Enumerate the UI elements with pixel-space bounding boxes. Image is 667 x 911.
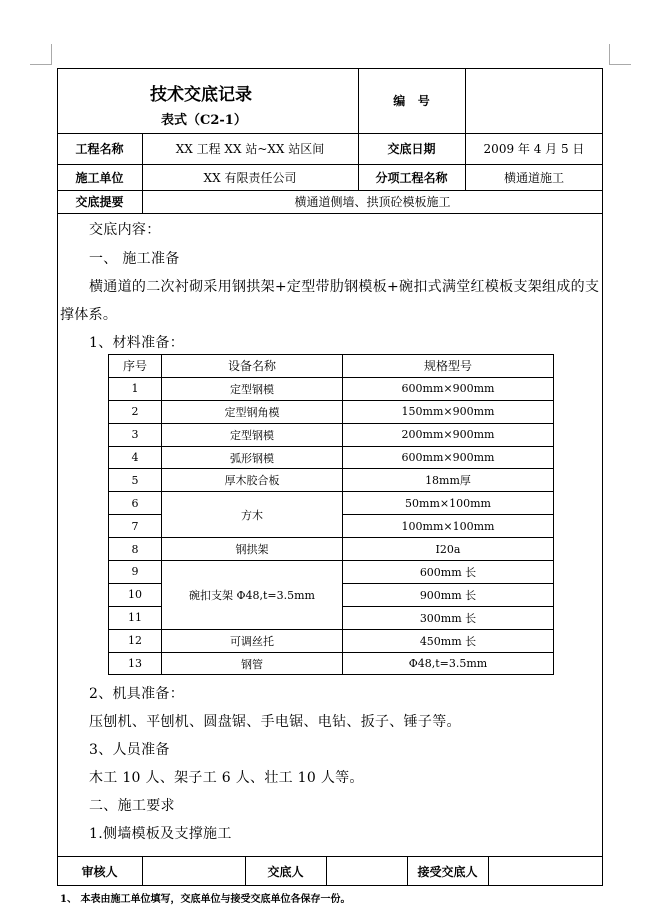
form-code: 表式（C2-1） <box>161 113 247 128</box>
spec: 18mm厚 <box>343 469 554 492</box>
row-number: 5 <box>109 469 162 492</box>
materials-heading: 1、材料准备： <box>89 335 185 351</box>
equipment-name: 可调丝托 <box>162 629 343 652</box>
crop-mark <box>51 44 52 65</box>
table-row <box>109 377 554 400</box>
equipment-name: 钢管 <box>162 652 343 675</box>
column-header: 序号 <box>109 355 162 378</box>
table-row <box>109 400 554 423</box>
table-row <box>109 469 554 492</box>
row-number: 11 <box>109 606 162 629</box>
date-label: 交底日期 <box>387 142 436 156</box>
rule <box>57 213 603 214</box>
receiver-label: 接受交底人 <box>417 864 478 879</box>
personnel-text: 木工 10 人、架子工 6 人、壮工 10 人等。 <box>89 770 364 786</box>
row-number: 1 <box>109 377 162 400</box>
table-row <box>109 629 554 652</box>
summary-value: 横通道侧墙、拱顶砼模板施工 <box>294 195 451 209</box>
spec: Φ48,t=3.5mm <box>343 652 554 675</box>
spec: 200mm×900mm <box>343 423 554 446</box>
row-number: 10 <box>109 583 162 606</box>
row-number: 8 <box>109 538 162 561</box>
machinery-heading: 2、机具准备： <box>89 686 185 702</box>
project-name: XX 工程 XX 站~XX 站区间 <box>175 142 325 156</box>
section-2-heading: 二、施工要求 <box>89 798 175 814</box>
spec: 100mm×100mm <box>343 515 554 538</box>
table-row <box>109 652 554 675</box>
project-name-label: 工程名称 <box>75 142 124 156</box>
equipment-name: 定型钢模 <box>162 423 343 446</box>
crop-mark <box>609 44 610 65</box>
spec: 300mm 长 <box>343 606 554 629</box>
row-number: 12 <box>109 629 162 652</box>
machinery-text: 压刨机、平刨机、圆盘锯、手电锯、电钻、扳子、锤子等。 <box>89 714 461 730</box>
table-row <box>109 561 554 584</box>
column-header: 设备名称 <box>162 355 343 378</box>
equipment-name: 弧形钢模 <box>162 446 343 469</box>
paragraph-1-line-1: 横通道的二次衬砌采用钢拱架+定型带肋钢模板+碗扣式满堂红模板支架组成的支 <box>89 279 600 295</box>
form-title: 技术交底记录 <box>150 85 252 105</box>
spec: 150mm×900mm <box>343 400 554 423</box>
materials-table <box>108 354 554 675</box>
table-row <box>109 492 554 515</box>
equipment-name: 方木 <box>162 492 343 538</box>
reviewer-field[interactable] <box>142 856 245 886</box>
section-1-heading: 一、 施工准备 <box>89 251 180 267</box>
spec: 600mm×900mm <box>343 446 554 469</box>
discloser-label: 交底人 <box>267 864 304 879</box>
paragraph-1-line-2: 撑体系。 <box>60 307 118 323</box>
spec: 600mm×900mm <box>343 377 554 400</box>
row-number: 13 <box>109 652 162 675</box>
column-header: 规格型号 <box>343 355 554 378</box>
equipment-name: 定型钢模 <box>162 377 343 400</box>
crop-mark <box>30 64 52 65</box>
table-row <box>109 423 554 446</box>
sub-project-label: 分项工程名称 <box>375 170 448 185</box>
table-row <box>109 446 554 469</box>
spec: 50mm×100mm <box>343 492 554 515</box>
number-label: 编 号 <box>393 94 430 108</box>
summary-label: 交底提要 <box>75 195 124 209</box>
row-number: 6 <box>109 492 162 515</box>
spec: 600mm 长 <box>343 561 554 584</box>
spec: 450mm 长 <box>343 629 554 652</box>
crop-mark <box>609 64 631 65</box>
sub-project-value: 横通道施工 <box>503 170 564 185</box>
table-row <box>109 538 554 561</box>
equipment-name: 钢拱架 <box>162 538 343 561</box>
equipment-name: 碗扣支架 Φ48,t=3.5mm <box>162 561 343 630</box>
unit-value: XX 有限责任公司 <box>203 170 297 185</box>
number-value[interactable] <box>465 68 603 133</box>
date-value: 2009 年 4 月 5 日 <box>483 142 585 156</box>
row-number: 3 <box>109 423 162 446</box>
receiver-field[interactable] <box>488 856 603 886</box>
row-number: 7 <box>109 515 162 538</box>
unit-label: 施工单位 <box>75 170 124 185</box>
row-number: 9 <box>109 561 162 584</box>
equipment-name: 厚木胶合板 <box>162 469 343 492</box>
equipment-name: 定型钢角模 <box>162 400 343 423</box>
subsection-heading: 1.侧墙模板及支撑施工 <box>89 826 232 842</box>
table-header-row <box>109 355 554 378</box>
discloser-field[interactable] <box>326 856 407 886</box>
personnel-heading: 3、人员准备 <box>89 742 170 758</box>
row-number: 4 <box>109 446 162 469</box>
spec: 900mm 长 <box>343 583 554 606</box>
footnote-line-1: 1、 本表由施工单位填写，交底单位与接受交底单位各保存一份。 <box>60 894 351 905</box>
row-number: 2 <box>109 400 162 423</box>
spec: I20a <box>343 538 554 561</box>
content-heading: 交底内容： <box>89 222 161 238</box>
reviewer-label: 审核人 <box>81 864 118 879</box>
